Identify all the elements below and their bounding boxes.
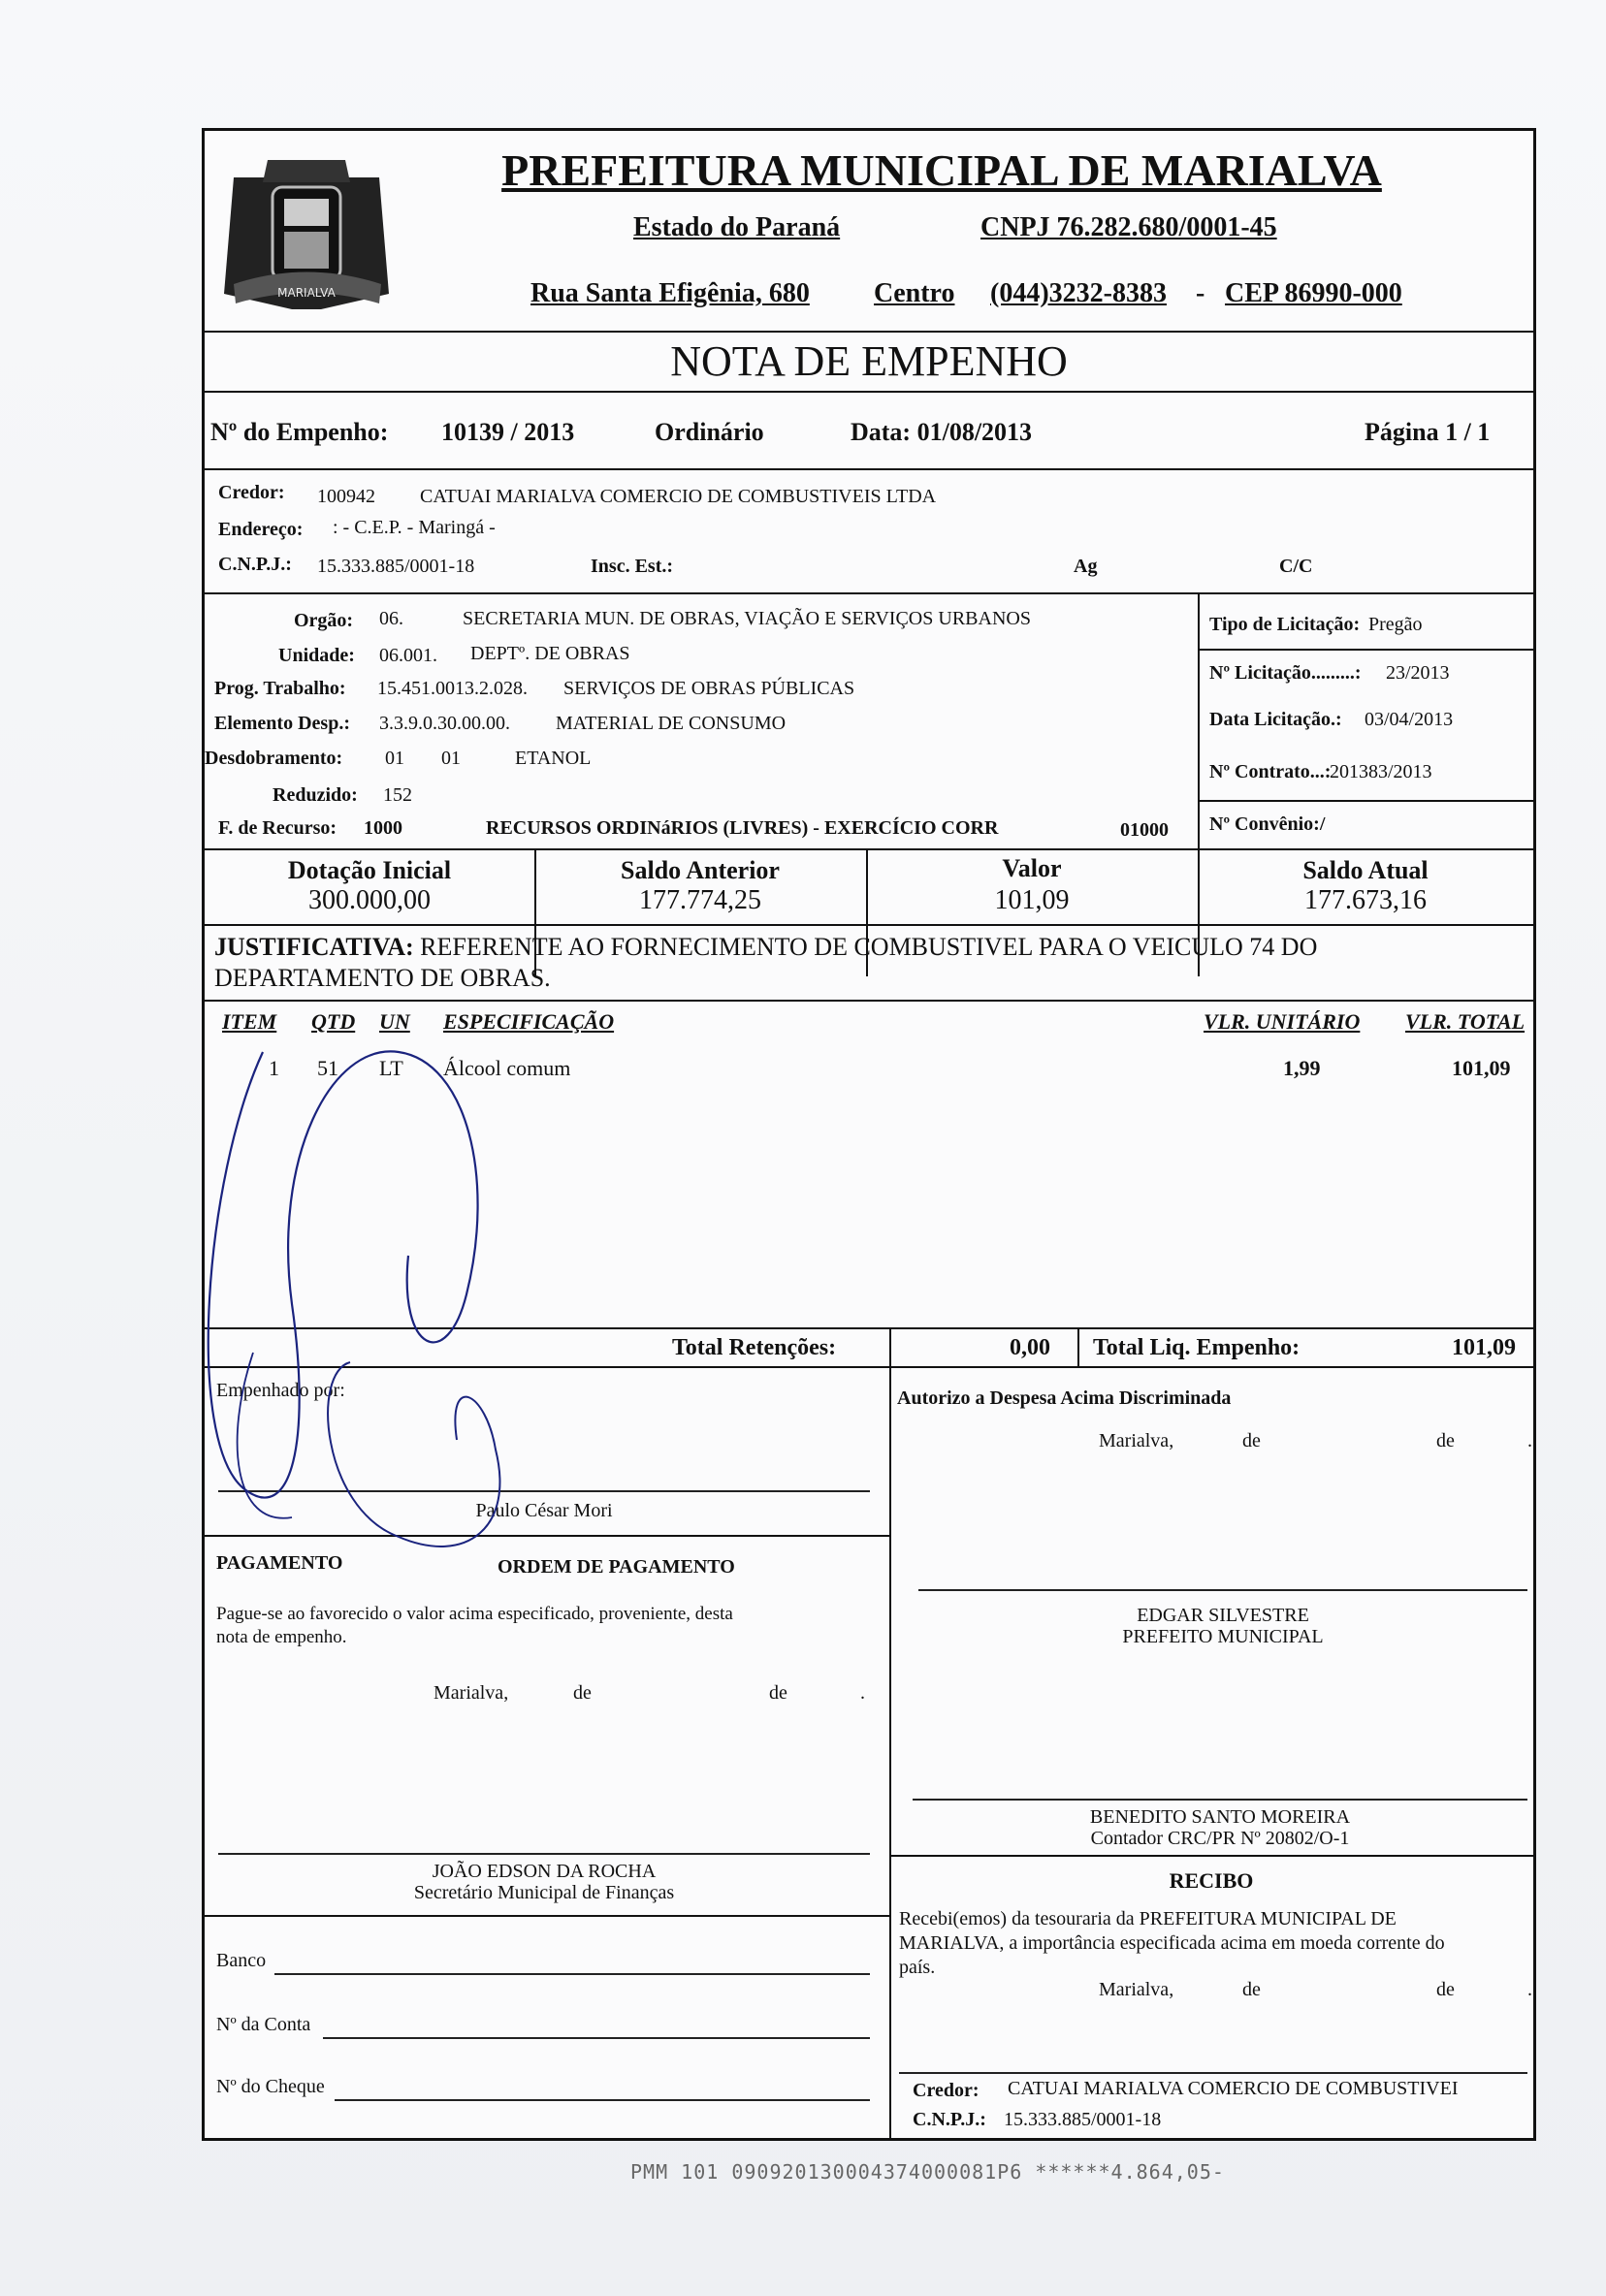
autorizo-cidade: Marialva, [1099, 1430, 1174, 1451]
unidade-codigo: 06.001. [379, 645, 437, 666]
cheque-label: Nº do Cheque [216, 2076, 325, 2097]
fonte-recurso-codigo: 1000 [364, 817, 402, 839]
valor-label: Valor [1002, 854, 1062, 882]
total-liq-empenho-valor: 101,09 [1452, 1335, 1516, 1360]
recibo-ponto: . [1527, 1979, 1532, 2000]
col-un-header: UN [379, 1009, 410, 1034]
item-especificacao: Álcool comum [443, 1056, 571, 1080]
endereco-label: Endereço: [218, 519, 304, 540]
nota-de-empenho-form: MARIALVA PREFEITURA MUNICIPAL DE MARIALVA Estado do Paraná CNPJ 76.282.680/0001-45 Rua Santa Efigênia, 680 Centro (044)3232-8383 - CEP 86990-000 NOTA DE EMPENHO Nº do Empenho: 10139 / 2013 Ordinário Data: 01/08/2013 Página 1 / 1 Credor: 100942 CATUAI MARIALVA COMERCIO DE COMBUSTIVEIS LTDA Endereço: : - C.E.P. - Maringá - C.N.P.J.: 15.333.885/0001-18 Insc. Est.: Ag C/C Orgão: 06. SECRETARIA MUN. DE OBRAS, VIAÇÃO E SERVIÇOS URBANOS Unidade: 06.001. DEPTº. DE OBRAS Prog. Trabalho: 15.451.0013.2.028. SERVIÇOS DE OBRAS PÚBLICAS Elemento Desp.: 3.3.9.0.30.00.00. MATERIAL DE CONSUMO Desdobramento: 01 01 ETANOL Reduzido: 152 F. de Recurso: 1000 RECURSOS ORDINáRIOS (LIVRES) - EXERCÍCIO CORR 01000 Tipo de Licitação: Pregão Nº Licitação.........: 23/2013 Data Licitação.: 03/04/2013 Nº Contrato...: 201383/2013 Nº Convênio:/ Dotação Inicial 300.000,00 Saldo Anterior 177.774,25 Valor 101,09 Saldo Atual 177.673,16 JUSTIFICATIVA: REFERENTE AO FORNECIMENTO DE COMBUSTIVEL PARA O VEICULO 74 DO DEPARTAMENTO DE OBRAS. ITEM QTD UN ESPECIFICAÇÃO VLR. UNITÁRIO VLR. TOTAL 1 51 LT Álcool comum 1,99 101,09 Total Retenções: 0,00 Total Liq. Empenho: 101,09 Empenhado por: Paulo César Mori Autorizo a Despesa Acima Discriminada Marialva, de de . EDGAR SILVESTRE PREFEITO MUNICIPAL PAGAMENTO ORDEM DE PAGAMENTO Pague-se ao favorecido o valor acima especificado, proveniente, desta nota de empenho. Marialva, de de . JOÃO EDSON DA ROCHA Secretário Municipal de Finanças BENEDITO SANTO MOREIRA Contador CRC/PR Nº 20802/O-1 RECIBO Recebi(emos) da tesouraria da PREFEITURA MUNICIPAL DE MARIALVA, a importância especificada acima em moeda corrente do país. Marialva, de de . Credor: CATUAI MARIALVA COMERCIO DE COMBUSTIVEI C.N.P.J.: 15.333.885/0001-18 Banco Nº da Conta Nº do Cheque [202, 128, 1536, 2141]
prefeitura-centro: Centro [874, 278, 955, 308]
conta-label: Nº da Conta [216, 2014, 311, 2035]
credor-label: Credor: [218, 482, 285, 503]
contrato-numero: 201383/2013 [1330, 761, 1432, 782]
desdobramento-a: 01 [385, 748, 404, 769]
footer-code: PMM 101 090920130004374000081P6 ******4.864,05- [630, 2160, 1225, 2184]
prefeito-nome: EDGAR SILVESTRE [1137, 1605, 1309, 1626]
prefeitura-title: PREFEITURA MUNICIPAL DE MARIALVA [501, 145, 1382, 195]
item-un: LT [379, 1056, 403, 1080]
pagamento-ponto: . [860, 1682, 865, 1704]
conta-field-line [323, 2037, 870, 2039]
prefeitura-endereco: Rua Santa Efigênia, 680 [530, 278, 810, 308]
recibo-texto-3: país. [899, 1957, 936, 1978]
dotacao-inicial-label: Dotação Inicial [287, 856, 452, 884]
contador-nome: BENEDITO SANTO MOREIRA [1089, 1806, 1351, 1828]
item-vlr-total: 101,09 [1452, 1056, 1511, 1080]
recibo-cnpj-label: C.N.P.J.: [913, 2109, 986, 2130]
item-qtd: 51 [317, 1056, 338, 1080]
tipo-licitacao-label: Tipo de Licitação: [1209, 614, 1361, 635]
total-liq-empenho-label: Total Liq. Empenho: [1093, 1335, 1301, 1360]
credor-cnpj-label: C.N.P.J.: [218, 554, 292, 575]
dotacao-inicial-valor: 300.000,00 [308, 885, 431, 915]
recibo-texto-2: MARIALVA, a importância especificada acima em moeda corrente do [899, 1932, 1445, 1954]
banco-label: Banco [216, 1950, 267, 1971]
credor-nome: CATUAI MARIALVA COMERCIO DE COMBUSTIVEIS LTDA [420, 486, 937, 507]
total-retencoes-label: Total Retenções: [672, 1335, 837, 1360]
saldo-anterior-valor: 177.774,25 [639, 885, 761, 915]
justificativa-label: JUSTIFICATIVA: [214, 933, 414, 961]
recibo-credor-label: Credor: [913, 2080, 980, 2101]
elemento-desp-codigo: 3.3.9.0.30.00.00. [379, 713, 510, 734]
orgao-codigo: 06. [379, 608, 403, 629]
recibo-de-2: de [1436, 1979, 1455, 2000]
banco-field-line [274, 1973, 870, 1975]
pagamento-texto-1: Pague-se ao favorecido o valor acima especificado, proveniente, desta [216, 1604, 733, 1624]
prefeitura-cep: CEP 86990-000 [1225, 278, 1402, 308]
unidade-label: Unidade: [278, 645, 355, 666]
prefeitura-cnpj: CNPJ 76.282.680/0001-45 [980, 212, 1277, 242]
prog-trabalho-nome: SERVIÇOS DE OBRAS PÚBLICAS [563, 678, 855, 699]
desdobramento-nome: ETANOL [515, 748, 592, 769]
justificativa-texto-1: REFERENTE AO FORNECIMENTO DE COMBUSTIVEL PARA O VEICULO 74 DO [420, 933, 1318, 961]
total-retencoes-valor: 0,00 [1010, 1335, 1050, 1360]
recibo-signature-line [899, 2072, 1527, 2074]
reduzido-codigo: 152 [383, 784, 412, 806]
col-vlr-unitario-header: VLR. UNITÁRIO [1204, 1009, 1361, 1034]
autorizo-de-2: de [1436, 1430, 1455, 1451]
recibo-texto-1: Recebi(emos) da tesouraria da PREFEITURA MUNICIPAL DE [899, 1908, 1397, 1929]
col-qtd-header: QTD [311, 1009, 356, 1034]
agencia-label: Ag [1074, 556, 1098, 577]
licitacao-numero-label: Nº Licitação.........: [1209, 662, 1362, 684]
empenhado-nome: Paulo César Mori [475, 1500, 613, 1521]
reduzido-label: Reduzido: [273, 784, 358, 806]
prog-trabalho-label: Prog. Trabalho: [214, 678, 346, 699]
secretario-nome: JOÃO EDSON DA ROCHA [432, 1861, 657, 1882]
municipal-crest-icon [214, 139, 399, 311]
fonte-recurso-numero: 01000 [1120, 819, 1169, 841]
tipo-licitacao: Pregão [1368, 614, 1423, 635]
valor-valor: 101,09 [994, 885, 1070, 915]
credor-cnpj: 15.333.885/0001-18 [317, 556, 475, 577]
fonte-recurso-nome: RECURSOS ORDINáRIOS (LIVRES) - EXERCÍCIO CORR [486, 817, 999, 839]
licitacao-numero: 23/2013 [1386, 662, 1450, 684]
col-vlr-total-header: VLR. TOTAL [1405, 1009, 1526, 1034]
insc-est-label: Insc. Est.: [591, 556, 674, 577]
prog-trabalho-codigo: 15.451.0013.2.028. [377, 678, 528, 699]
item-vlr-unitario: 1,99 [1283, 1056, 1321, 1080]
saldo-atual-valor: 177.673,16 [1304, 885, 1427, 915]
elemento-desp-label: Elemento Desp.: [214, 713, 350, 734]
desdobramento-label: Desdobramento: [205, 748, 343, 769]
handwritten-signature [205, 984, 651, 1643]
empenho-label: Nº do Empenho: [210, 418, 389, 446]
autorizo-label: Autorizo a Despesa Acima Discriminada [897, 1387, 1232, 1409]
empenho-numero: 10139 / 2013 [441, 418, 575, 446]
recibo-label: RECIBO [1169, 1868, 1254, 1893]
svg-text:MARIALVA: MARIALVA [277, 286, 336, 300]
saldo-anterior-label: Saldo Anterior [621, 856, 780, 884]
credor-endereco: : - C.E.P. - Maringá - [333, 517, 496, 538]
contrato-label: Nº Contrato...: [1209, 761, 1332, 782]
data-licitacao-label: Data Licitação.: [1209, 709, 1342, 730]
recibo-cidade: Marialva, [1099, 1979, 1174, 2000]
cheque-field-line [335, 2099, 870, 2101]
unidade-nome: DEPTº. DE OBRAS [470, 643, 630, 664]
prefeito-cargo: PREFEITO MUNICIPAL [1122, 1626, 1324, 1647]
document-title: NOTA DE EMPENHO [670, 337, 1068, 385]
orgao-label: Orgão: [294, 610, 354, 631]
secretario-signature-line [218, 1853, 870, 1855]
pagamento-cidade: Marialva, [434, 1682, 509, 1704]
orgao-nome: SECRETARIA MUN. DE OBRAS, VIAÇÃO E SERVIÇOS URBANOS [463, 608, 1031, 629]
prefeito-signature-line [918, 1589, 1527, 1591]
data-licitacao: 03/04/2013 [1365, 709, 1454, 730]
estado-label: Estado do Paraná [633, 212, 841, 242]
autorizo-de-1: de [1242, 1430, 1261, 1451]
empenho-data: Data: 01/08/2013 [851, 418, 1033, 446]
empenho-pagina: Página 1 / 1 [1365, 418, 1491, 446]
contador-cargo: Contador CRC/PR Nº 20802/O-1 [1090, 1828, 1350, 1849]
col-especificacao-header: ESPECIFICAÇÃO [443, 1009, 615, 1034]
recibo-cnpj: 15.333.885/0001-18 [1004, 2109, 1162, 2130]
recibo-texto [899, 1907, 1527, 1980]
justificativa-texto-2: DEPARTAMENTO DE OBRAS. [214, 964, 551, 992]
col-item-header: ITEM [222, 1009, 277, 1034]
elemento-desp-nome: MATERIAL DE CONSUMO [556, 713, 787, 734]
conta-corrente-label: C/C [1279, 556, 1313, 577]
pagamento-de-1: de [573, 1682, 592, 1704]
autorizo-ponto: . [1527, 1430, 1532, 1451]
ordem-pagamento-label: ORDEM DE PAGAMENTO [498, 1556, 735, 1578]
pagamento-de-2: de [769, 1682, 787, 1704]
prefeitura-telefone: (044)3232-8383 [990, 278, 1167, 308]
credor-codigo: 100942 [317, 486, 375, 507]
saldo-atual-label: Saldo Atual [1302, 856, 1429, 884]
item-numero: 1 [269, 1056, 279, 1080]
secretario-cargo: Secretário Municipal de Finanças [413, 1882, 675, 1903]
convenio-label: Nº Convênio:/ [1209, 813, 1326, 835]
desdobramento-b: 01 [441, 748, 461, 769]
empenho-tipo: Ordinário [655, 418, 764, 446]
empenhado-por-label: Empenhado por: [216, 1380, 345, 1401]
pagamento-label: PAGAMENTO [216, 1552, 343, 1574]
recibo-credor-nome: CATUAI MARIALVA COMERCIO DE COMBUSTIVEI [1008, 2078, 1459, 2099]
contador-signature-line [913, 1799, 1527, 1801]
pagamento-texto-2: nota de empenho. [216, 1627, 347, 1647]
recibo-de-1: de [1242, 1979, 1261, 2000]
fonte-recurso-label: F. de Recurso: [218, 817, 337, 839]
